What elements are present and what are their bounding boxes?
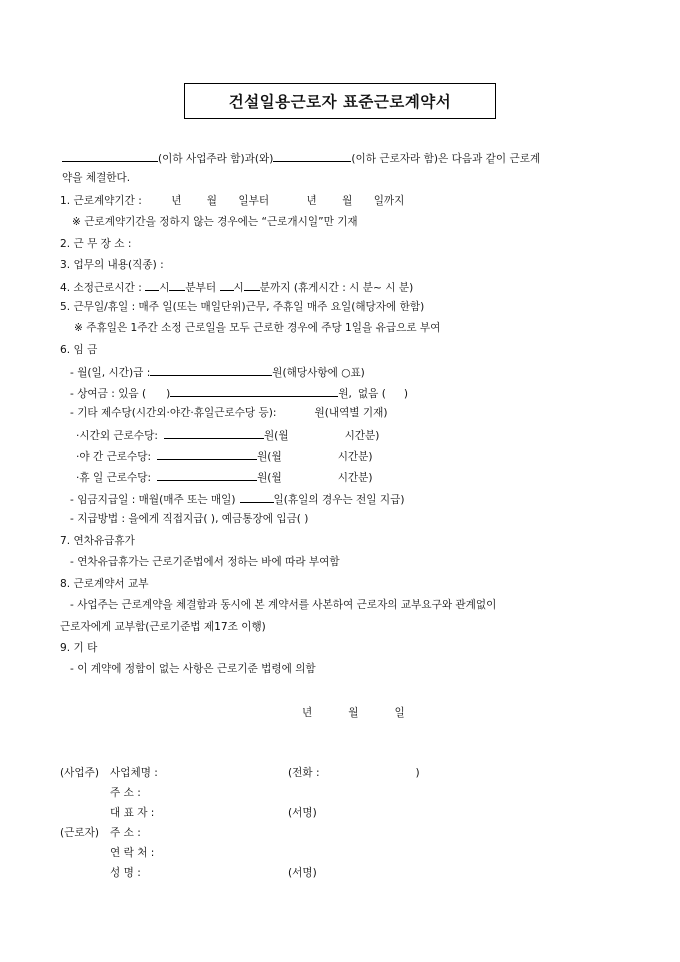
worker-role: (근로자) [60, 827, 99, 839]
intro-line-1 [62, 150, 540, 166]
worker-contact-label: 연 락 처 : [110, 847, 155, 859]
period-month-2: 월 [342, 195, 353, 207]
wage-line [70, 364, 365, 380]
annual-leave-heading: 7. 연차유급휴가 [60, 535, 135, 547]
job-description: 3. 업무의 내용(직종) : [60, 259, 164, 271]
working-hours-label: 4. 소정근로시간 : [60, 282, 142, 294]
worker-blank [273, 150, 351, 162]
wage-label: - 월(일, 시간)급 : [70, 367, 151, 379]
employer-role: (사업주) [60, 767, 99, 779]
payment-method: - 지급방법 : 을에게 직접지급( ), 예금통장에 입금( ) [70, 513, 309, 525]
allowance-unit: 원(내역별 기재) [314, 407, 388, 419]
document-title: 건설일용근로자 표준근로계약서 [228, 93, 452, 111]
weekly-holiday-note: ※ 주휴일은 1주간 소정 근로일을 모두 근로한 경우에 주당 1일을 유급으로 부여 [74, 322, 441, 334]
signing-date [302, 706, 405, 720]
employer-address-label: 주 소 : [110, 787, 141, 799]
employer-blank [62, 150, 158, 162]
workdays-holidays: 5. 근무일/휴일 : 매주 일(또는 매일단위)근무, 주휴일 매주 요일(해당자에 한함) [60, 301, 425, 313]
annual-leave-text: - 연차유급휴가는 근로기준법에서 정하는 바에 따라 부여함 [70, 556, 340, 568]
contract-delivery-text-2: 근로자에게 교부함(근로기준법 제17조 이행) [60, 621, 266, 633]
contract-period-label: 1. 근로계약기간 : [60, 195, 142, 207]
payday-label: - 임금지급일 : 매월(매주 또는 매일) [70, 494, 236, 506]
document-title-box [184, 83, 496, 119]
rest-time: (휴게시간 : 시 분~ 시 분) [293, 282, 414, 294]
employer-phone-label: (전화 : [288, 767, 320, 779]
period-from: 일부터 [238, 195, 270, 207]
end-minute: 분까지 [259, 282, 291, 294]
period-year-2: 년 [306, 195, 317, 207]
date-month: 월 [348, 707, 359, 719]
bonus-line: - 상여금 : 있음 ( ) 원, 없음 ( ) [70, 385, 408, 401]
employer-signature: (서명) [288, 807, 317, 819]
payday-line [70, 491, 404, 507]
night-allowance: ·야 간 근로수당: 원(월 시간분) [76, 448, 373, 464]
intro-worker-text: (이하 근로자라 함)은 다음과 같이 근로계 [351, 153, 541, 165]
allowance-label: - 기타 제수당(시간외·야간·휴일근로수당 등): [70, 407, 277, 419]
start-hour: 시 [159, 282, 170, 294]
period-month: 월 [206, 195, 218, 207]
worker-name-label: 성 명 : [110, 867, 141, 879]
employer-name-label: 사업체명 : [110, 767, 158, 779]
misc-text: - 이 계약에 정함이 없는 사항은 근로기준 법령에 의함 [70, 663, 316, 675]
period-year: 년 [171, 195, 182, 207]
period-to: 일까지 [373, 195, 405, 207]
start-minute: 분부터 [185, 282, 217, 294]
wage-unit: 원(해당사항에 ○표) [272, 367, 365, 379]
contract-delivery-heading: 8. 근로계약서 교부 [60, 578, 149, 590]
contract-period-note: ※ 근로계약기간을 정하지 않는 경우에는 “근로개시일”만 기재 [72, 216, 358, 228]
date-day: 일 [394, 707, 405, 719]
wage-heading: 6. 임 금 [60, 344, 98, 356]
intro-line-2: 약을 체결한다. [62, 172, 131, 184]
end-hour: 시 [233, 282, 244, 294]
bonus-label: - 상여금 : 있음 ( [70, 388, 147, 400]
allowance-line [70, 406, 388, 420]
employer-rep-label: 대 표 자 : [110, 807, 155, 819]
date-year: 년 [302, 707, 313, 719]
misc-heading: 9. 기 타 [60, 642, 98, 654]
intro-employer-text: (이하 사업주라 함)과(와) [158, 153, 274, 165]
overtime-allowance: ·시간외 근로수당: 원(월 시간분) [76, 427, 379, 443]
holiday-allowance: ·휴 일 근로수당: 원(월 시간분) [76, 469, 373, 485]
contract-delivery-text-1: - 사업주는 근로계약을 체결함과 동시에 본 계약서를 사본하여 근로자의 교부요구와 관계없이 [70, 599, 497, 611]
employer-phone: (전화 : ) [288, 767, 420, 779]
work-place: 2. 근 무 장 소 : [60, 238, 132, 250]
payday-note: 일(휴일의 경우는 전일 지급) [273, 494, 405, 506]
worker-signature: (서명) [288, 867, 317, 879]
bonus-none: 없음 ( [357, 388, 386, 400]
working-hours [60, 279, 413, 295]
bonus-unit: 원, [338, 388, 352, 400]
worker-address-label: 주 소 : [110, 827, 141, 839]
contract-period [60, 194, 404, 208]
